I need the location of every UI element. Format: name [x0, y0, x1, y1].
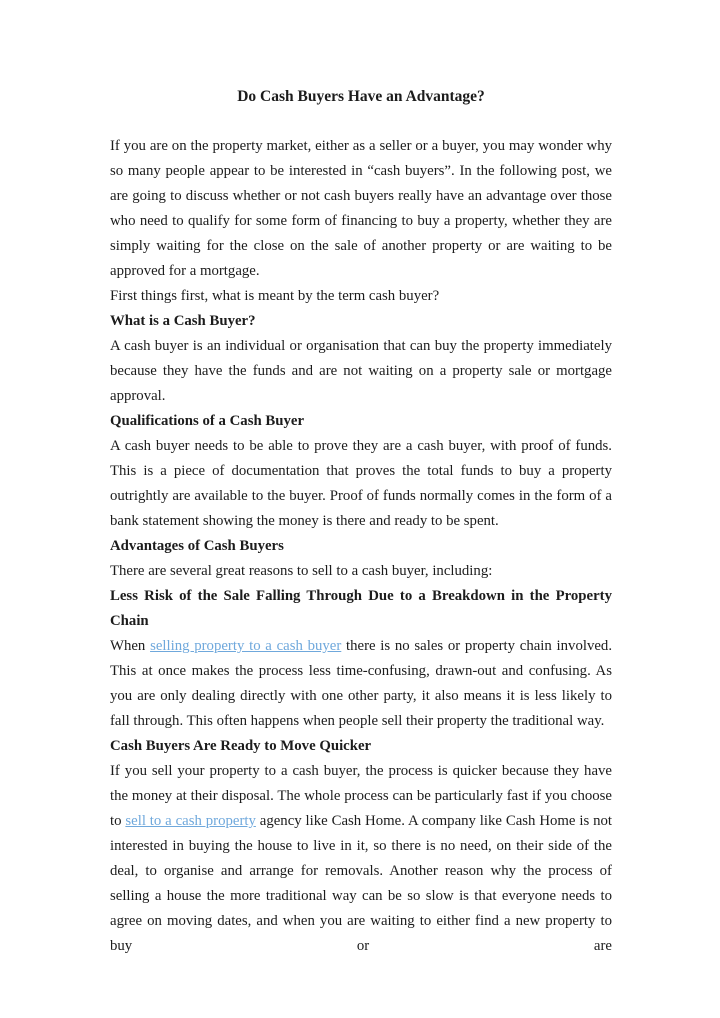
text-run: Advantages of Cash Buyers — [110, 538, 284, 554]
text-run: When — [110, 638, 151, 654]
sell-to-cash-property-link[interactable]: sell to a cash property — [125, 813, 256, 829]
text-run: If you are on the property market, either as a seller or a buyer, you may wonder why so many people appear to be interested in “cash buyers”. In the following post, we are going to discuss whether or not cash buyers really have an advantage over those who need to qualify for some form of financing to buy a property, whether they are simply waiting for the close on the sale of another property or are waiting to be approved for a mortgage. — [110, 138, 612, 279]
document-content — [110, 84, 612, 959]
paragraph — [110, 434, 612, 534]
text-run: agency like Cash Home. A company like Cash Home is not interested in buying the house to live in it, so there is no need, on their side of the deal, to organise and arrange for removals. Another reason why the process of selling a house the more traditional way can be so slow is that everyone needs to agree on moving dates, and when you are waiting to either find a new property to buy or are — [110, 813, 612, 954]
text-run: First things first, what is meant by the term cash buyer? — [110, 288, 440, 304]
text-run: If you sell your property to a cash buyer, the process is quicker because they have the money at their disposal. The whole process can be particularly fast if you choose to — [110, 763, 612, 829]
paragraph — [110, 284, 612, 309]
paragraph — [110, 759, 612, 959]
document-body — [110, 134, 612, 959]
text-run: What is a Cash Buyer? — [110, 313, 256, 329]
paragraph — [110, 134, 612, 284]
text-run: There are several great reasons to sell to a cash buyer, including: — [110, 563, 493, 579]
text-run: Qualifications of a Cash Buyer — [110, 413, 305, 429]
text-run: there is no sales or property chain involved. This at once makes the process less time-confusing, drawn-out and confusing. As you are only dealing directly with one other party, it also means it is less likely to fall through. This often happens when people sell their property the traditional way. — [110, 638, 613, 729]
paragraph — [110, 559, 612, 584]
text-run: A cash buyer is an individual or organisation that can buy the property immediately because they have the funds and are not waiting on a property sale or mortgage approval. — [110, 338, 612, 404]
text-run: A cash buyer needs to be able to prove they are a cash buyer, with proof of funds. This is a piece of documentation that proves the total funds to buy a property outrightly are available to the buyer. Proof of funds normally comes in the form of a bank statement showing the money is there and ready to be spent. — [110, 438, 612, 529]
section-heading — [110, 534, 612, 559]
paragraph — [110, 634, 612, 734]
document-title: Do Cash Buyers Have an Advantage? — [237, 88, 485, 105]
section-heading — [110, 309, 612, 334]
section-heading — [110, 409, 612, 434]
text-run: Cash Buyers Are Ready to Move Quicker — [110, 738, 372, 754]
selling-property-to-cash-buyer-link[interactable]: selling property to a cash buyer — [150, 638, 342, 654]
section-heading — [110, 734, 612, 759]
paragraph — [110, 334, 612, 409]
text-run: Less Risk of the Sale Falling Through Due to a Breakdown in the Property Chain — [110, 588, 612, 629]
section-heading — [110, 584, 612, 634]
